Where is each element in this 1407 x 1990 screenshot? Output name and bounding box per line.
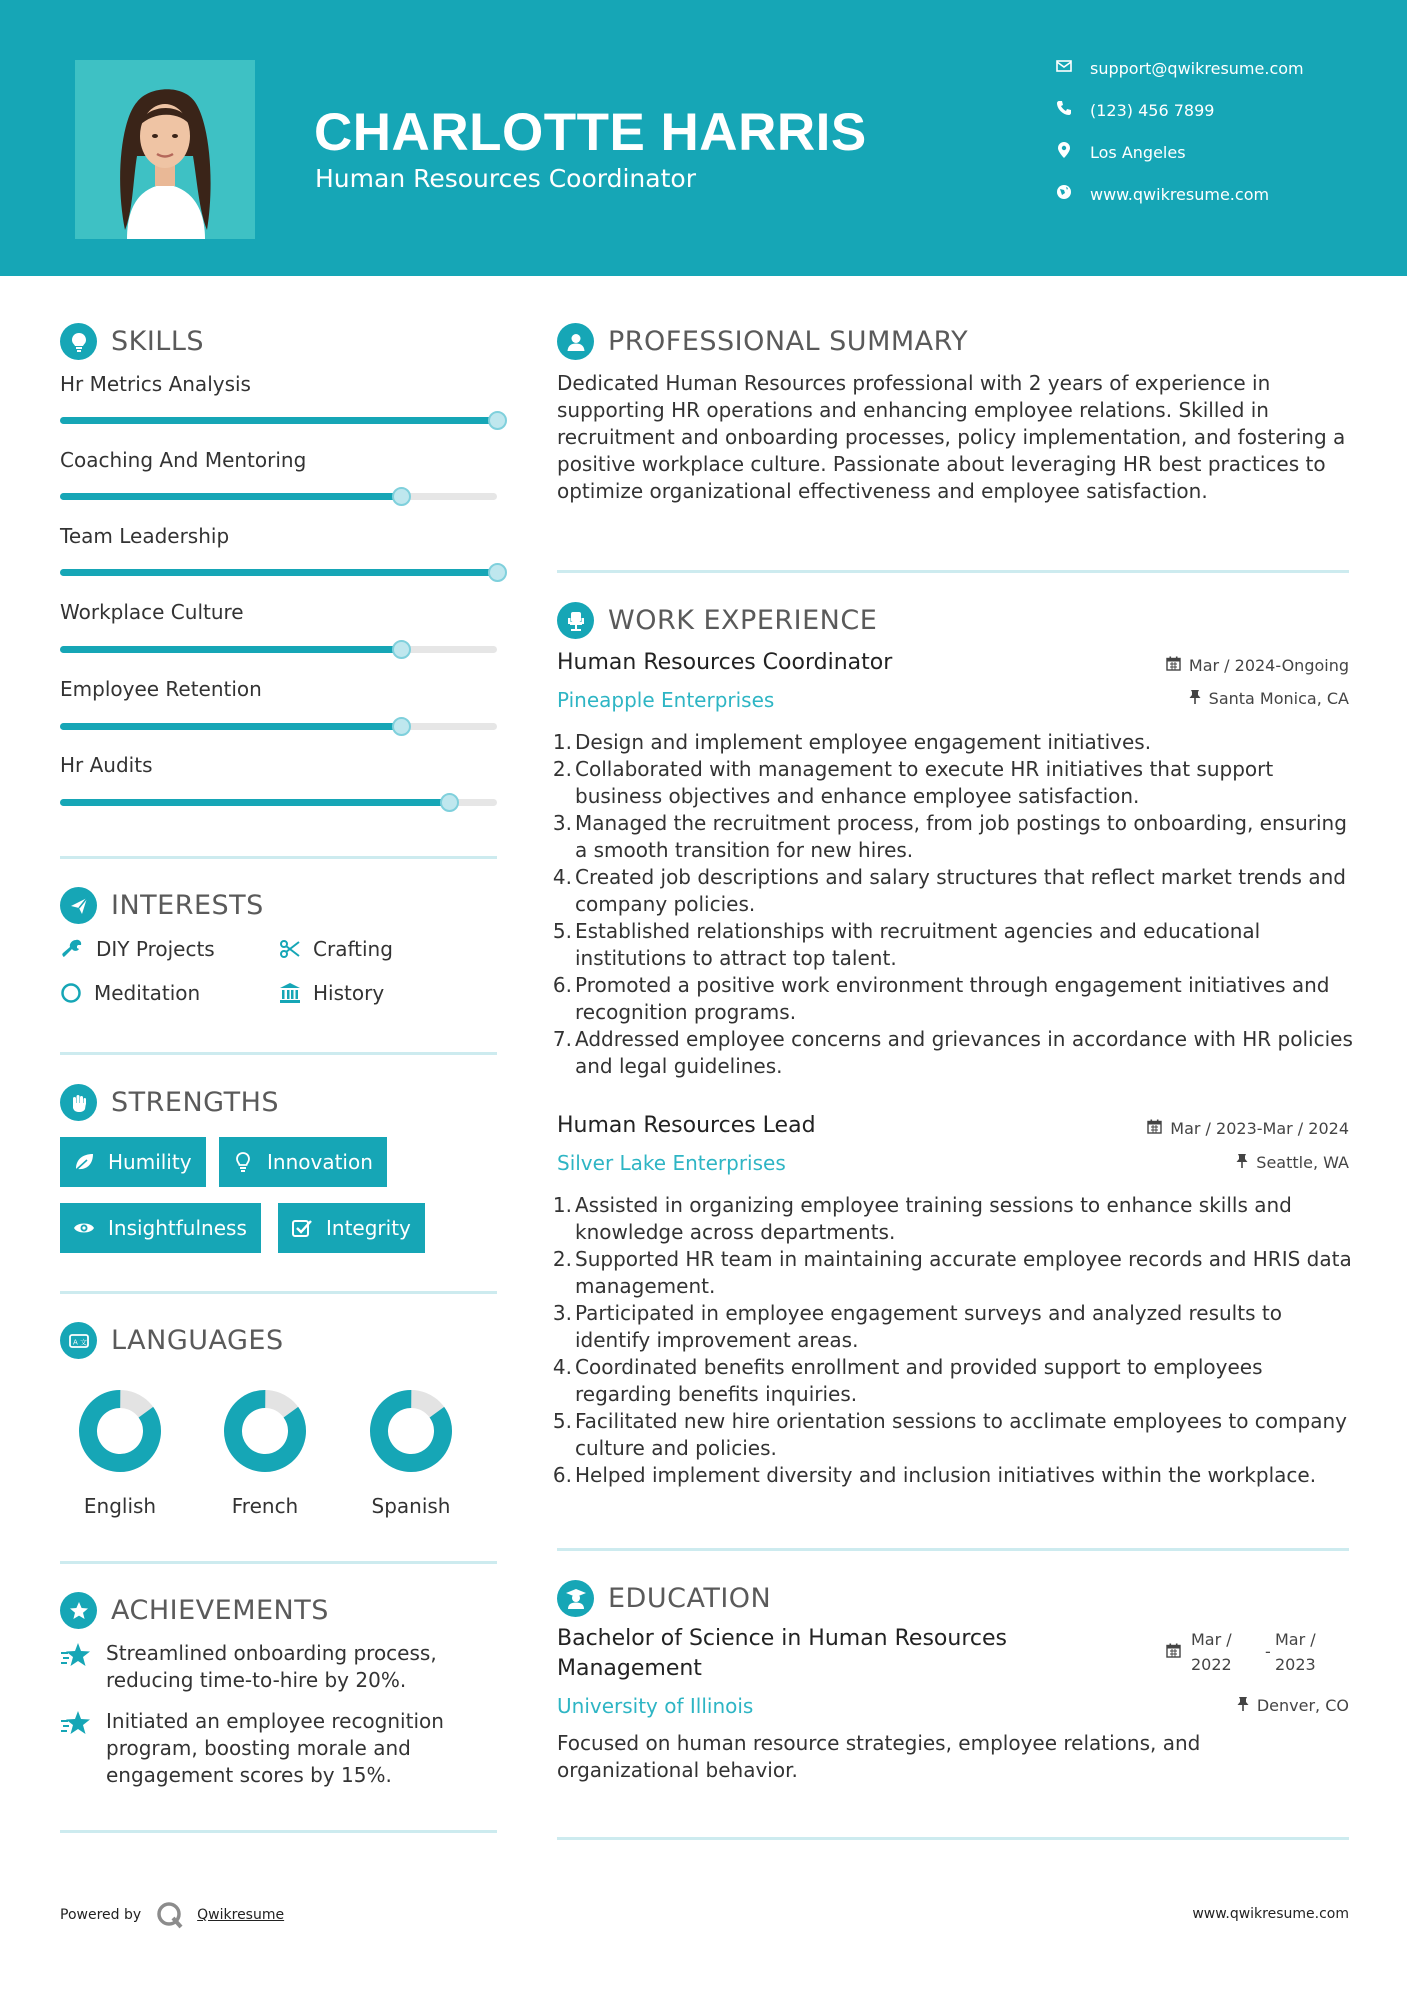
- candidate-role: Human Resources Coordinator: [315, 164, 696, 193]
- job-location: Seattle, WA: [1236, 1153, 1349, 1172]
- language-item: [60, 1386, 180, 1518]
- section-divider: [557, 1548, 1349, 1551]
- skill-name: Hr Audits: [60, 753, 153, 777]
- summary-heading: PROFESSIONAL SUMMARY: [557, 323, 968, 360]
- resume-header: [0, 0, 1407, 276]
- interest-item: History: [277, 980, 384, 1006]
- list-item: 3. Managed the recruitment process, from job postings to onboarding, ensuring a smooth transition for new hires.: [552, 811, 1347, 862]
- skill-bar-knob: [392, 640, 411, 659]
- list-item: 1. Assisted in organizing employee training sessions to enhance skills and knowledge across departments.: [552, 1193, 1292, 1244]
- skill-bar-knob: [392, 717, 411, 736]
- education-degree: Bachelor of Science in Human Resources Management: [557, 1626, 1007, 1681]
- footer-website[interactable]: www.qwikresume.com: [1192, 1906, 1349, 1922]
- leaf-icon: [72, 1150, 96, 1174]
- job-company: Pineapple Enterprises: [557, 688, 775, 712]
- skill-name: Coaching And Mentoring: [60, 448, 307, 472]
- strength-badge: Integrity: [278, 1203, 425, 1253]
- qwikresume-link[interactable]: Qwikresume: [197, 1907, 285, 1923]
- interest-item: Crafting: [277, 936, 393, 962]
- paper-plane-icon: [60, 887, 97, 924]
- qwikresume-logo-icon: [155, 1900, 185, 1930]
- skill-bar: [60, 799, 497, 806]
- pushpin-icon: [1236, 1153, 1248, 1172]
- skill-name: Hr Metrics Analysis: [60, 372, 251, 396]
- skill-bar-knob: [488, 411, 507, 430]
- calendar-icon: [1147, 1119, 1162, 1138]
- language-label: Spanish: [371, 1494, 451, 1518]
- education-date-separator: -: [1265, 1642, 1271, 1661]
- contact-email[interactable]: support@qwikresume.com: [1054, 56, 1304, 80]
- globe-icon: [1054, 184, 1074, 204]
- strength-badge: Insightfulness: [60, 1203, 261, 1253]
- education-start-date: Mar / 2022: [1191, 1630, 1232, 1674]
- skill-bar-fill: [60, 723, 401, 730]
- footer-powered-by: Powered by Qwikresume: [60, 1900, 284, 1930]
- skill-bar-knob: [392, 487, 411, 506]
- education-end-date: Mar / 2023: [1275, 1630, 1316, 1674]
- section-divider: [60, 1561, 497, 1564]
- museum-icon: [277, 980, 303, 1006]
- pushpin-icon: [1237, 1696, 1249, 1715]
- summary-text: Dedicated Human Resources professional with 2 years of experience in supporting HR operations and enhancing employee relations. Skilled in recruitment and onboarding processes, policy implementation, and fostering a positive workplace culture. Passionate about leveraging HR best practices to optimize organizational effectiveness and employee satisfaction.: [557, 371, 1346, 503]
- skill-bar: [60, 569, 497, 576]
- star-icon: [60, 1708, 92, 1740]
- skill-name: Team Leadership: [60, 524, 230, 548]
- skill-bar: [60, 723, 497, 730]
- calendar-icon: [1166, 1643, 1181, 1662]
- list-item: 4. Created job descriptions and salary structures that reflect market trends and company policies.: [552, 865, 1346, 916]
- job-bullets: [552, 729, 1357, 1080]
- svg-text:A: A: [72, 1338, 78, 1346]
- star-badge-icon: [60, 1592, 97, 1629]
- job-dates: Mar / 2024-Ongoing: [1166, 656, 1349, 675]
- skills-heading: SKILLS: [60, 323, 204, 360]
- list-item: 6. Helped implement diversity and inclusion initiatives within the workplace.: [552, 1463, 1317, 1487]
- job-title: Human Resources Coordinator: [557, 650, 893, 675]
- job-bullets: [552, 1192, 1357, 1489]
- office-chair-icon: [557, 602, 594, 639]
- achievement-item: Streamlined onboarding process, reducing time-to-hire by 20%.: [60, 1640, 500, 1694]
- experience-heading: WORK EXPERIENCE: [557, 602, 877, 639]
- strength-badge: Innovation: [219, 1137, 387, 1187]
- eye-icon: [72, 1216, 96, 1240]
- skill-bar: [60, 417, 497, 424]
- fist-icon: [60, 1084, 97, 1121]
- contact-website[interactable]: www.qwikresume.com: [1054, 182, 1269, 206]
- phone-icon: [1054, 100, 1074, 120]
- language-icon: [60, 1322, 97, 1359]
- list-item: 1. Design and implement employee engagement initiatives.: [552, 730, 1152, 754]
- skill-bar-fill: [60, 799, 449, 806]
- job-dates: Mar / 2023-Mar / 2024: [1147, 1119, 1349, 1138]
- lightbulb-icon: [231, 1150, 255, 1174]
- skill-bar-fill: [60, 646, 401, 653]
- section-divider: [60, 1052, 497, 1055]
- scissors-icon: [277, 936, 303, 962]
- language-label: French: [231, 1494, 299, 1518]
- check-square-icon: [290, 1216, 314, 1240]
- section-divider: [60, 1291, 497, 1294]
- job-title: Human Resources Lead: [557, 1113, 816, 1138]
- section-divider: [60, 1830, 497, 1833]
- envelope-icon: [1054, 59, 1074, 77]
- strength-badge: Humility: [60, 1137, 206, 1187]
- skill-bar: [60, 493, 497, 500]
- wrench-icon: [60, 936, 86, 962]
- candidate-name: CHARLOTTE HARRIS: [314, 103, 867, 162]
- education-heading: EDUCATION: [557, 1580, 771, 1617]
- avatar: [75, 60, 255, 239]
- section-divider: [60, 856, 497, 859]
- contact-location: Los Angeles: [1054, 140, 1186, 164]
- skill-bar-knob: [488, 563, 507, 582]
- interests-heading: INTERESTS: [60, 887, 264, 924]
- skill-bar-knob: [440, 793, 459, 812]
- languages-heading: A 文 LANGUAGES: [60, 1322, 284, 1359]
- calendar-icon: [1166, 656, 1181, 675]
- strengths-heading: STRENGTHS: [60, 1084, 279, 1121]
- skill-name: Workplace Culture: [60, 600, 244, 624]
- star-icon: [60, 1640, 92, 1672]
- language-donut: [366, 1386, 456, 1476]
- language-donut: [75, 1386, 165, 1476]
- contact-phone[interactable]: (123) 456 7899: [1054, 98, 1214, 122]
- skill-name: Employee Retention: [60, 677, 262, 701]
- interest-item: DIY Projects: [60, 936, 215, 962]
- list-item: 2. Supported HR team in maintaining accurate employee records and HRIS data management.: [552, 1247, 1352, 1298]
- list-item: 5. Established relationships with recruitment agencies and educational institutions to attract top talent.: [552, 919, 1261, 970]
- list-item: 6. Promoted a positive work environment through engagement initiatives and recognition programs.: [552, 973, 1330, 1024]
- language-item: [351, 1386, 471, 1518]
- map-pin-icon: [1054, 142, 1074, 162]
- job-company: Silver Lake Enterprises: [557, 1151, 786, 1175]
- skill-bar-fill: [60, 417, 497, 424]
- job-location: Santa Monica, CA: [1189, 689, 1349, 708]
- skill-bar-fill: [60, 569, 497, 576]
- language-item: [205, 1386, 325, 1518]
- list-item: 7. Addressed employee concerns and grievances in accordance with HR policies and legal guidelines.: [552, 1027, 1353, 1078]
- skill-bar: [60, 646, 497, 653]
- interest-item: Meditation: [58, 980, 200, 1006]
- svg-text:文: 文: [79, 1338, 87, 1346]
- education-school: University of Illinois: [557, 1694, 754, 1718]
- achievements-heading: ACHIEVEMENTS: [60, 1592, 329, 1629]
- list-item: 2. Collaborated with management to execute HR initiatives that support business objectives and enhance employee satisfaction.: [552, 757, 1274, 808]
- list-item: 3. Participated in employee engagement surveys and analyzed results to identify improvement areas.: [552, 1301, 1282, 1352]
- language-donut: [220, 1386, 310, 1476]
- achievement-item: Initiated an employee recognition program, boosting morale and engagement scores by 15%.: [60, 1708, 500, 1789]
- education-location: Denver, CO: [1237, 1696, 1349, 1715]
- education-description: Focused on human resource strategies, employee relations, and organizational behavior.: [557, 1731, 1201, 1782]
- list-item: 5. Facilitated new hire orientation sessions to acclimate employees to company culture and policies.: [552, 1409, 1347, 1460]
- circle-icon: [58, 980, 84, 1006]
- profile-photo: [75, 60, 255, 239]
- list-item: 4. Coordinated benefits enrollment and provided support to employees regarding benefits inquiries.: [552, 1355, 1263, 1406]
- user-icon: [557, 323, 594, 360]
- section-divider: [557, 1837, 1349, 1840]
- skill-bar-fill: [60, 493, 401, 500]
- lightbulb-icon: [60, 323, 97, 360]
- graduate-icon: [557, 1580, 594, 1617]
- pushpin-icon: [1189, 689, 1201, 708]
- language-label: English: [83, 1494, 157, 1518]
- section-divider: [557, 570, 1349, 573]
